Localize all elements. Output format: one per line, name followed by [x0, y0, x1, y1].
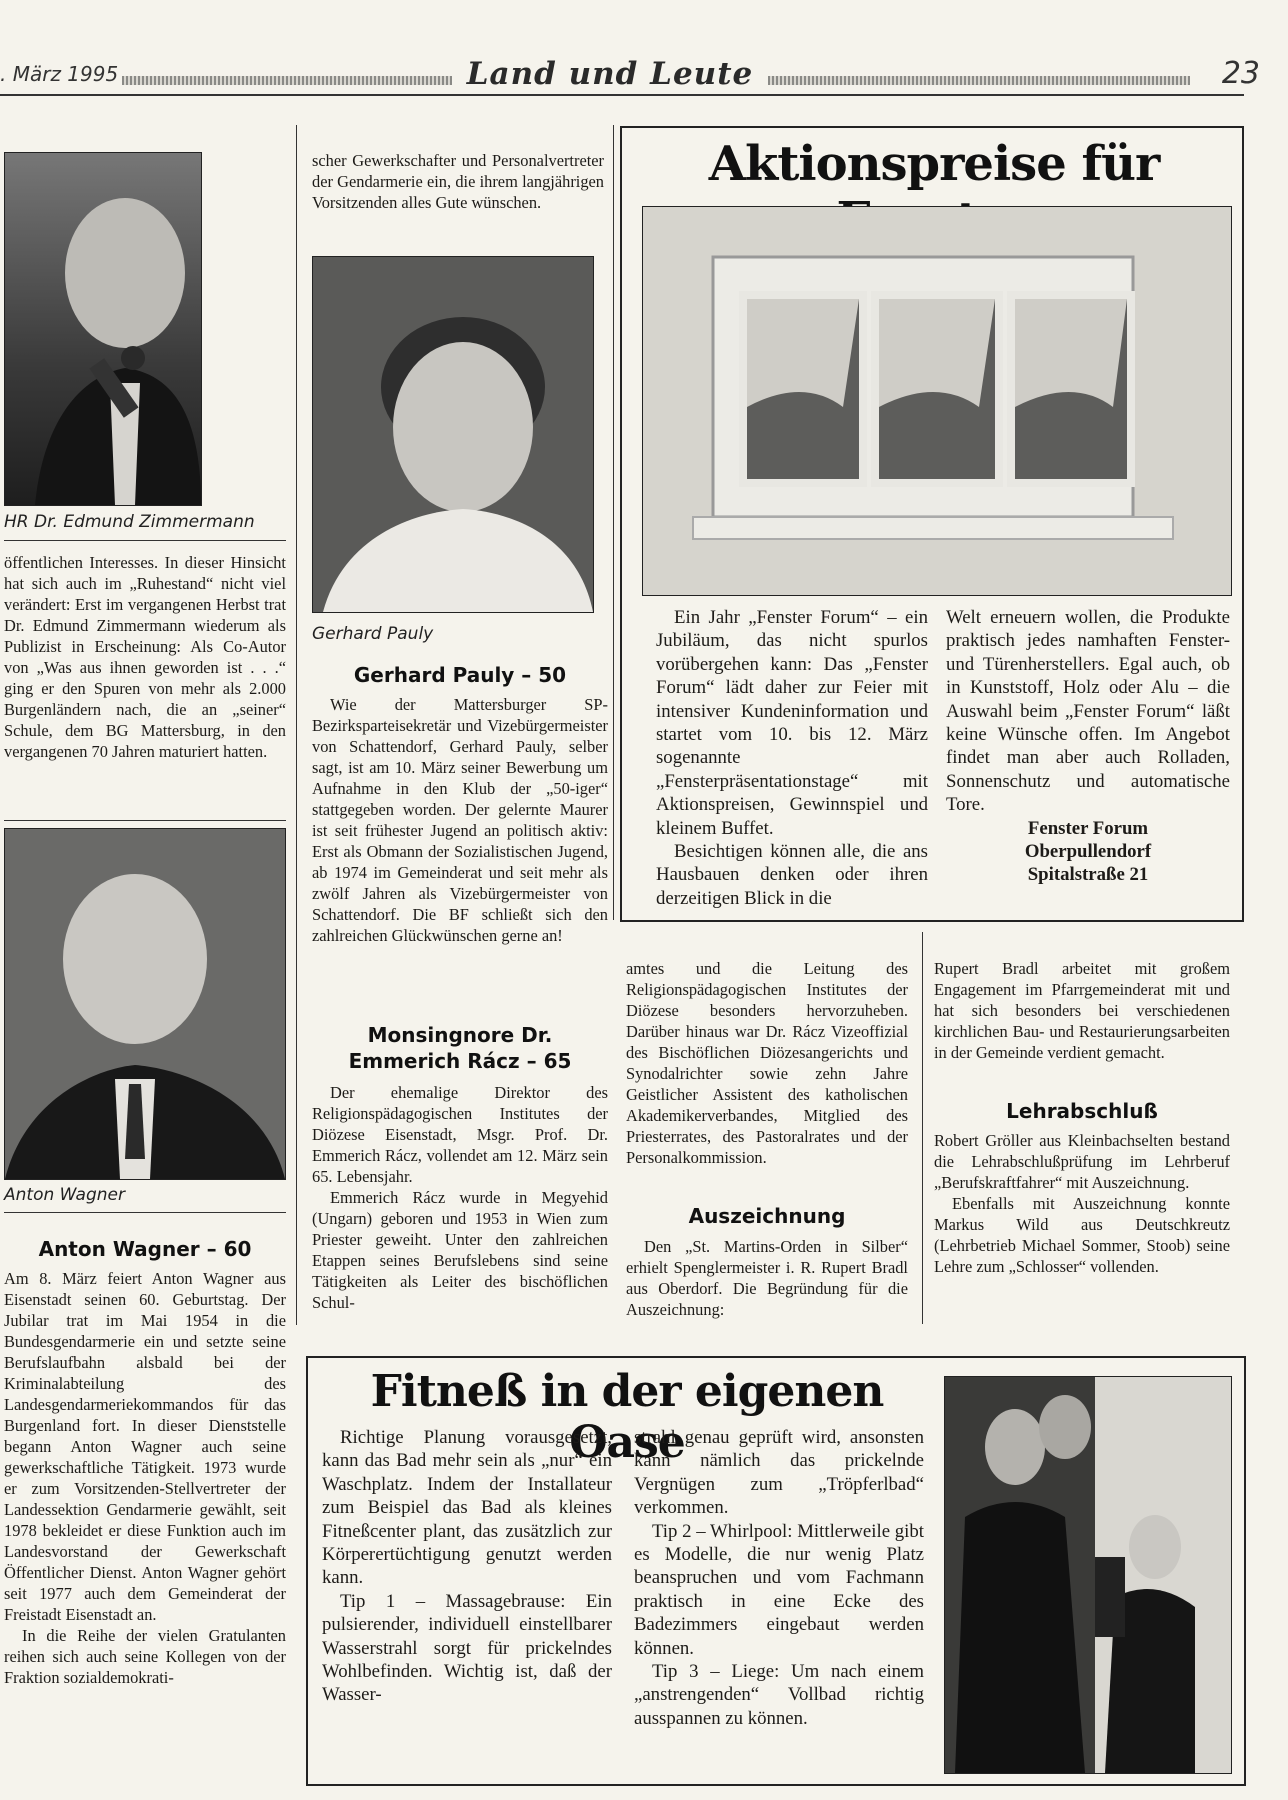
fitness-col-2 [634, 1426, 924, 1730]
fitness-paragraph-4: Tip 2 – Whirlpool: Mittlerweile gibt es Modelle, die nur wenig Platz beanspruchen und vom Fachmann praktisch in eine Ecke des Badezimmers eingebaut werden können. [634, 1520, 924, 1659]
fitness-paragraph-2: Tip 1 – Massagebrause: Ein pulsierender, individuell einstellbarer Wasserstrahl sorgt für prickelndes Wohlbefinden. Wichtig ist, daß der Wasser- [322, 1590, 612, 1706]
racz-headline-line2: Emmerich Rácz – 65 [348, 1049, 572, 1073]
portrait-figure-icon [313, 257, 593, 612]
fenster-photo [642, 206, 1232, 596]
zimmermann-paragraph: öffentlichen Interesses. In dieser Hinsicht hat sich auch im „Ruhestand“ nicht viel verändert: Erst im vergangenen Herbst trat Dr. Edmund Zimmermann wiederum als Publizist in Erscheinung: Als Co-Autor von „Was aus ihnen geworden ist . . .“ ging er den Spuren von mehr als 2.000 Burgenländern nach, die an „seiner“ Schule, dem BG Mattersburg, in den vergangenen 70 Jahren maturiert hatten. [4, 553, 286, 761]
fenster-paragraph-2: Besichtigen können alle, die ans Hausbauen denken oder ihren derzeitigen Blick in die [656, 841, 928, 909]
page-number: 23 [1221, 56, 1260, 91]
fenster-address-name: Fenster Forum [1027, 817, 1149, 839]
header-rule-right [768, 76, 1190, 85]
auszeichnung-headline: Auszeichnung [688, 1204, 846, 1228]
fenster-address-street: Spitalstraße 21 [1027, 864, 1149, 886]
wagner-paragraph-2: In die Reihe der vielen Gratulanten reihen sich auch seine Kollegen von der Fraktion sozialdemokrati- [4, 1626, 286, 1687]
window-icon [643, 207, 1231, 595]
wagner-paragraph-1: Am 8. März feiert Anton Wagner aus Eisenstadt seinen 60. Geburtstag. Der Jubilar trat im Mai 1954 in die Bundesgendarmerie ein und setzte seine Berufslaufbahn alsbald bei der Kriminalabteilung des Landesgendarmeriekommandos für das Burgenland fort. In dieser Dienststelle begann Anton Wagner auch seine gewerkschaftliche Tätigkeit. 1973 wurde er zum Vorsitzenden-Stellvertreter der Landessektion Gendarmerie gewählt, seit 1978 bekleidet er diese Funktion auch im Landesvorstand der Gewerkschaft Öffentlicher Dienst. Anton Wagner gehört seit 1977 auch dem Gemeinderat der Freistadt Eisenstadt an. [4, 1269, 286, 1624]
zimmermann-photo [4, 152, 202, 506]
pauly-paragraph: Wie der Mattersburger SP-Bezirksparteisekretär und Vizebürgermeister von Schattendorf, Gerhard Pauly, selber sagt, ist am 10. März seiner Bewerbung um Aufnahme in den Klub der „50-iger“ stattgegeben worden. Der gelernte Maurer ist seit frühester Jugend an politisch aktiv: Erst als Obmann der Sozialistischen Jugend, ab 1974 im Gemeinderat und seit mehr als zwölf Jahren als Vizebürgermeister von Schattendorf. Die BF schließt sich den zahlreichen Glückwünschen gerne an! [312, 695, 608, 945]
racz-continued [626, 958, 908, 1168]
bradl-continued-text: Rupert Bradl arbeitet mit großem Engagement im Pfarrgemeinderat mit und hat sich besonders bei verschiedenen kirchlichen Bau- und Restaurierungsarbeiten in der Gemeinde verdient gemacht. [934, 959, 1230, 1062]
fitness-paragraph-1: Richtige Planung vorausgesetzt, kann das Bad mehr sein als „nur“ ein Waschplatz. Indem der Installateur zum Beispiel das Bad als kleines Fitneßcenter plant, das zusätzlich zur Körperertüchtigung genutzt werden kann. [322, 1427, 612, 1589]
racz-article [312, 1082, 608, 1313]
pauly-article [312, 694, 608, 946]
portrait-figure-icon [5, 829, 285, 1179]
racz-headline [312, 1022, 608, 1074]
auszeichnung-paragraph: Den „St. Martins-Orden in Silber“ erhielt Spenglermeister i. R. Rupert Bradl aus Oberdorf. Die Begründung für die Auszeichnung: [626, 1237, 908, 1319]
section-logo: Land und Leute [466, 56, 754, 92]
column-rule-3 [922, 932, 923, 1324]
fenster-col-1 [656, 606, 928, 910]
pauly-photo [312, 256, 594, 613]
caption-rule-1 [4, 540, 286, 541]
caption-rule-2 [4, 1212, 286, 1213]
racz-paragraph-1: Der ehemalige Direktor des Religionspädagogischen Institutes der Diözese Eisenstadt, Msgr. Prof. Dr. Emmerich Rácz, vollendet am 12. März sein 65. Lebensjahr. [312, 1083, 608, 1186]
racz-headline-line1: Monsingnore Dr. [367, 1023, 553, 1047]
portrait-figure-icon [5, 153, 201, 505]
fitness-photo [944, 1376, 1232, 1774]
fenster-paragraph-3: Welt erneuern wollen, die Produkte praktisch jedes namhaften Fenster- und Türenherstellers. Egal auch, ob in Kunststoff, Holz oder Alu – die Auswahl beim „Fenster Forum“ läßt keine Wünsche offen. Im Angebot findet man aber auch Rolladen, Sonnenschutz und automatische Tore. [946, 607, 1230, 816]
issue-date: . März 1995 [0, 62, 119, 86]
column-rule-1 [296, 125, 297, 1325]
header-rule-left [122, 76, 452, 85]
fenster-paragraph-1: Ein Jahr „Fenster Forum“ – ein Jubiläum, das nicht spurlos vorübergehen kann: Das „Fenster Forum“ lädt daher zur Feier mit intensiver Kundeninformation und startet vom 10. bis 12. März sogenannte „Fensterpräsentationstage“ mit Aktionspreisen, Gewinnspiel und kleinem Buffet. [656, 607, 928, 839]
lehrabschluss-article [934, 1130, 1230, 1277]
fitness-paragraph-3: strahl genau geprüft wird, ansonsten kann nämlich das prickelnde Vergnügen zum „Tröpferlbad“ verkommen. [634, 1427, 924, 1519]
wagner-caption: Anton Wagner [4, 1185, 125, 1205]
lehrabschluss-headline: Lehrabschluß [1006, 1099, 1158, 1123]
fenster-col-2 [946, 606, 1230, 887]
lehrabschluss-paragraph-1: Robert Gröller aus Kleinbachselten bestand die Lehrabschlußprüfung im Lehrberuf „Berufskraftfahrer“ mit Auszeichnung. [934, 1131, 1230, 1192]
lehrabschluss-paragraph-2: Ebenfalls mit Auszeichnung konnte Markus Wild aus Deutschkreutz (Lehrbetrieb Michael Sommer, Stoob) seine Lehre zum „Schlosser“ vollenden. [934, 1194, 1230, 1276]
wagner-headline: Anton Wagner – 60 [38, 1237, 252, 1261]
fitness-paragraph-5: Tip 3 – Liege: Um nach einem „anstrengenden“ Vollbad richtig ausspannen zu können. [634, 1661, 924, 1729]
fitness-title: Fitneß in der eigenen Oase [370, 1366, 884, 1468]
fitness-col-1 [322, 1426, 612, 1707]
fenster-title: Aktionspreise für [708, 136, 1160, 192]
racz-paragraph-2: Emmerich Rácz wurde in Megyehid (Ungarn) geboren und 1953 in Wien zum Priester geweiht. Unter den zahlreichen Etappen seines Berufslebens sind seine Tätigkeiten als Leiter des bischöflichen Schul- [312, 1188, 608, 1312]
bradl-continued [934, 958, 1230, 1063]
people-figure-icon [945, 1377, 1231, 1773]
pauly-headline: Gerhard Pauly – 50 [353, 663, 567, 687]
wagner-photo [4, 828, 286, 1180]
racz-continued-text: amtes und die Leitung des Religionspädagogischen Institutes der Diözese besonders hervorzuheben. Darüber hinaus war Dr. Rácz Vizeoffizial des Bischöflichen Diözesangerichts und Synodalrichter sowie zehn Jahre Geistlicher Assistent des katholischen Akademikerverbandes, Mitglied des Priesterrates, des Pastoralrates und der Personalkommission. [626, 959, 908, 1167]
pauly-caption: Gerhard Pauly [312, 624, 434, 644]
fenster-address-city: Oberpullendorf [1024, 841, 1152, 863]
zimmermann-article [4, 552, 286, 762]
zimmermann-caption: HR Dr. Edmund Zimmermann [4, 512, 255, 532]
wagner-continued [312, 150, 604, 213]
header-divider [0, 94, 1244, 96]
section-rule-1 [4, 820, 286, 821]
column-rule-2 [613, 125, 614, 920]
wagner-continued-text: scher Gewerkschafter und Personalvertreter der Gendarmerie ein, die ihrem langjährigen Vorsitzenden alles Gute wünschen. [312, 151, 604, 212]
wagner-article [4, 1268, 286, 1688]
auszeichnung-article [626, 1236, 908, 1320]
